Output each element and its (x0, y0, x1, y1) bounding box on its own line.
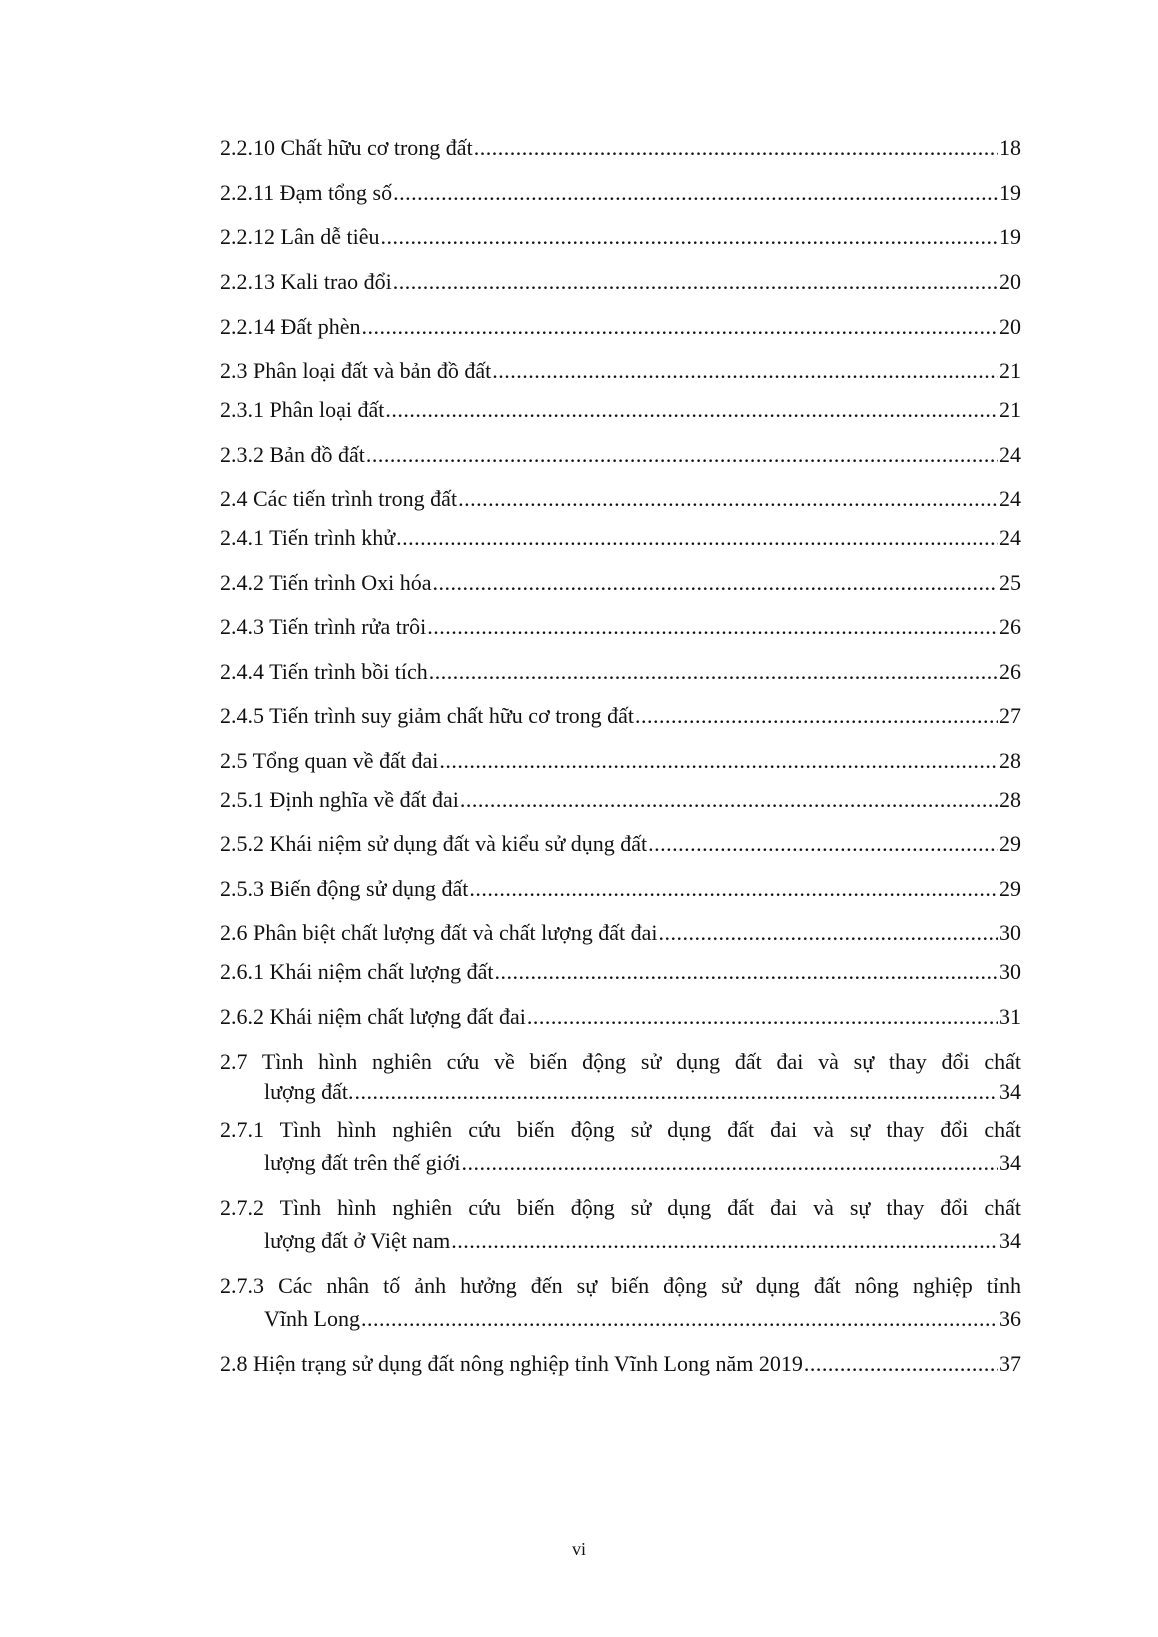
toc-entry[interactable] (220, 358, 1021, 384)
toc-entry-page: 28 (999, 787, 1021, 812)
toc-entry-title: 2.2.11 Đạm tổng số (220, 180, 393, 205)
toc-entry[interactable] (220, 269, 1021, 295)
dot-leader (396, 525, 998, 551)
dot-leader (429, 659, 998, 685)
toc-entry-page: 25 (999, 570, 1021, 595)
toc-entry[interactable] (220, 397, 1021, 423)
dot-leader (451, 1228, 998, 1254)
toc-entry-title: 2.4.3 Tiến trình rửa trôi (220, 614, 427, 639)
toc-entry-title: 2.4.5 Tiến trình suy giảm chất hữu cơ trong đất (220, 703, 635, 728)
dot-leader (648, 831, 998, 857)
toc-entry-page: 30 (999, 920, 1021, 945)
dot-leader (432, 570, 998, 596)
toc-entry-title: 2.3.2 Bản đồ đất (220, 442, 365, 467)
dot-leader (427, 614, 998, 640)
toc-entry-title-continued: lượng đất trên thế giới (264, 1150, 461, 1175)
toc-entry-title-continued: lượng đất. (264, 1079, 354, 1104)
toc-entry-title: 2.5.1 Định nghĩa về đất đai (220, 787, 459, 812)
toc-entry-page: 24 (999, 442, 1021, 467)
toc-entry-page: 20 (999, 269, 1021, 294)
toc-entry-page: 26 (999, 659, 1021, 684)
toc-entry-title: 2.7.2 Tình hình nghiên cứu biến động sử dụng đất đai và sự thay đổi chất (220, 1195, 1021, 1220)
toc-entry-page: 20 (999, 314, 1021, 339)
toc-entry[interactable] (220, 525, 1021, 551)
dot-leader (635, 703, 998, 729)
toc-entry-title: 2.3 Phân loại đất và bản đồ đất (220, 358, 492, 383)
dot-leader (460, 787, 998, 813)
dot-leader (439, 748, 998, 774)
toc-entry-title: 2.2.12 Lân dễ tiêu (220, 224, 380, 249)
dot-leader (804, 1351, 998, 1377)
toc-entry-title: 2.5 Tổng quan về đất đai (220, 748, 439, 773)
toc-entry-page: 30 (999, 959, 1021, 984)
dot-leader (474, 135, 998, 161)
dot-leader (458, 486, 998, 512)
dot-leader (385, 397, 998, 423)
toc-entry-title: 2.4.2 Tiến trình Oxi hóa (220, 570, 432, 595)
toc-entry[interactable] (220, 959, 1021, 985)
toc-entry-title: 2.2.14 Đất phèn (220, 314, 361, 339)
toc-entry[interactable] (220, 442, 1021, 468)
dot-leader (393, 180, 998, 206)
dot-leader (380, 224, 998, 250)
toc-entry-page: 28 (999, 748, 1021, 773)
toc-entry-page: 21 (999, 358, 1021, 383)
toc-entry-title: 2.2.10 Chất hữu cơ trong đất (220, 135, 473, 160)
toc-entry-title: 2.6.1 Khái niệm chất lượng đất (220, 959, 494, 984)
toc-entry-page: 34 (999, 1150, 1021, 1175)
dot-leader (393, 269, 998, 295)
toc-entry-title: 2.4.1 Tiến trình khử (220, 525, 396, 550)
toc-entry-wrapped-first-line[interactable] (220, 1117, 1021, 1143)
toc-entry-title: 2.6.2 Khái niệm chất lượng đất đai (220, 1004, 526, 1029)
dot-leader (366, 442, 998, 468)
toc-entry-title: 2.5.3 Biến động sử dụng đất (220, 876, 469, 901)
dot-leader (494, 959, 998, 985)
toc-entry-title: 2.2.13 Kali trao đổi (220, 269, 392, 294)
toc-entry[interactable] (220, 703, 1021, 729)
toc-entry[interactable] (220, 920, 1021, 946)
toc-entry-title: 2.8 Hiện trạng sử dụng đất nông nghiệp tỉnh Vĩnh Long năm 2019 (220, 1351, 803, 1376)
toc-entry[interactable] (220, 570, 1021, 596)
toc-entry-wrapped-first-line[interactable] (220, 1273, 1021, 1299)
toc-entry-page: 26 (999, 614, 1021, 639)
toc-entry-title: 2.5.2 Khái niệm sử dụng đất và kiểu sử dụng đất (220, 831, 648, 856)
toc-entry-wrapped-first-line[interactable] (220, 1195, 1021, 1221)
toc-entry[interactable] (220, 314, 1021, 340)
toc-entry-page: 36 (999, 1306, 1021, 1331)
toc-entry-page: 24 (999, 486, 1021, 511)
dot-leader (362, 314, 998, 340)
toc-entry-page: 34 (999, 1228, 1021, 1253)
toc-entry[interactable] (220, 135, 1021, 161)
dot-leader (469, 876, 998, 902)
toc-entry[interactable] (220, 614, 1021, 640)
dot-leader (361, 1306, 998, 1332)
toc-entry-title-continued: Vĩnh Long (264, 1306, 360, 1331)
toc-entry-page: 18 (999, 135, 1021, 160)
toc-entry[interactable] (220, 748, 1021, 774)
toc-entry-wrapped-second-line[interactable] (264, 1150, 1021, 1176)
toc-entry[interactable] (220, 831, 1021, 857)
toc-entry-page: 24 (999, 525, 1021, 550)
toc-entry-page: 19 (999, 180, 1021, 205)
toc-entry-title: 2.4.4 Tiến trình bồi tích (220, 659, 428, 684)
toc-entry-page: 29 (999, 876, 1021, 901)
toc-entry-title: 2.6 Phân biệt chất lượng đất và chất lượng đất đai (220, 920, 658, 945)
toc-entry-wrapped-second-line[interactable] (264, 1228, 1021, 1254)
toc-entry-page: 27 (999, 703, 1021, 728)
toc-entry[interactable] (220, 486, 1021, 512)
toc-entry[interactable] (220, 1004, 1021, 1030)
toc-entry-page: 31 (999, 1004, 1021, 1029)
toc-entry[interactable] (220, 876, 1021, 902)
toc-entry[interactable] (220, 659, 1021, 685)
toc-entry-title: 2.4 Các tiến trình trong đất (220, 486, 458, 511)
toc-entry-title: 2.3.1 Phân loại đất (220, 397, 385, 422)
toc-entry-page: 21 (999, 397, 1021, 422)
toc-entry-wrapped-first-line[interactable] (220, 1049, 1021, 1075)
toc-entry-page: 29 (999, 831, 1021, 856)
toc-entry-title-continued: lượng đất ở Việt nam (264, 1228, 451, 1253)
dot-leader (355, 1079, 998, 1105)
toc-entry[interactable] (220, 224, 1021, 250)
toc-entry-page: 19 (999, 224, 1021, 249)
toc-entry[interactable] (220, 787, 1021, 813)
toc-entry-wrapped-second-line[interactable] (264, 1079, 1021, 1105)
dot-leader (527, 1004, 998, 1030)
toc-entry-title: 2.7.3 Các nhân tố ảnh hưởng đến sự biến động sử dụng đất nông nghiệp tỉnh (220, 1273, 1021, 1298)
dot-leader (492, 358, 998, 384)
dot-leader (462, 1150, 999, 1176)
toc-entry-wrapped-second-line[interactable] (264, 1306, 1021, 1332)
toc-entry-page: 34 (999, 1079, 1021, 1104)
toc-entry-title: 2.7.1 Tình hình nghiên cứu biến động sử dụng đất đai và sự thay đổi chất (220, 1117, 1021, 1142)
toc-entry-title: 2.7 Tình hình nghiên cứu về biến động sử dụng đất đai và sự thay đổi chất (220, 1049, 1021, 1074)
dot-leader (659, 920, 998, 946)
toc-entry[interactable] (220, 180, 1021, 206)
page-number: vi (571, 1539, 586, 1559)
toc-entry-page: 37 (999, 1351, 1021, 1376)
toc-entry[interactable] (220, 1351, 1021, 1377)
